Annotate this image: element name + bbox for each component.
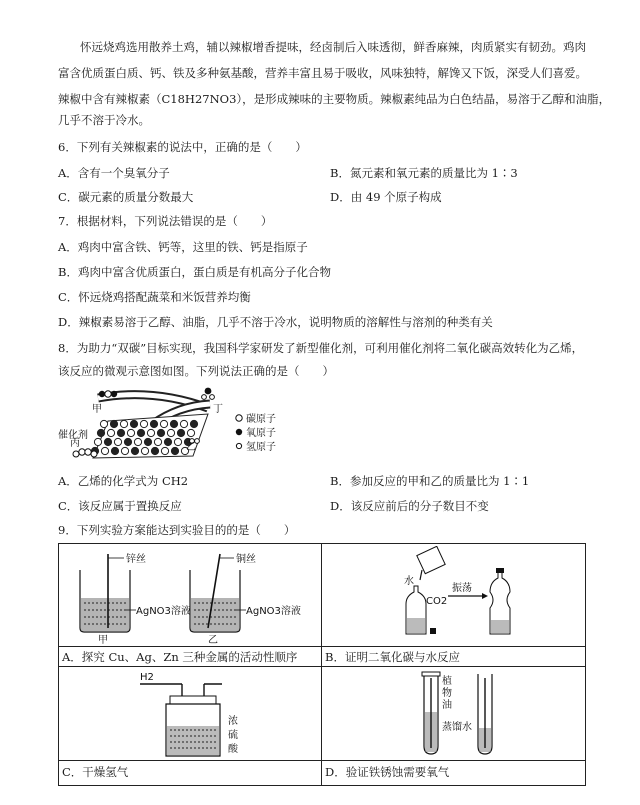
wire-zinc-label: 锌丝 [126,554,146,565]
solution-1-label: AgNO3溶液 [136,606,191,617]
beaker-yi-label: 乙 [208,635,218,644]
label-yi: 乙 [186,442,196,453]
beaker-jia-label: 甲 [98,635,108,644]
lattice-atom [134,438,141,445]
intro-line-4: 几乎不溶于冷水。 [58,113,150,127]
co2-bottle [406,586,426,634]
q8-stem-line-2: 该反应的微观示意图如图。下列说法正确的是（ ） [58,364,334,378]
q9-c-figure [130,668,310,760]
q7-option-b: B．鸡肉中富含优质蛋白，蛋白质是有机高分子化合物 [58,265,331,279]
lattice-atom [104,438,111,445]
lattice-atom [161,447,168,454]
q7-option-c: C．怀远烧鸡搭配蔬菜和米饭营养均衡 [58,290,251,304]
q6-option-a: A．含有一个臭氧分子 [58,166,170,180]
beaker-yi [190,554,246,632]
lattice-atom [151,447,158,454]
q9-a-figure [70,548,315,644]
lattice-atom [127,429,134,436]
q9-caption-a: A．探究 Cu、Ag、Zn 三种金属的活动性顺序 [62,650,298,664]
lattice-atom [114,438,121,445]
intro-line-3: 辣椒中含有辣椒素（C18H27NO3），是形成辣味的主要物质。辣椒素纯品为白色结晶，易溶于乙醇和油脂， [58,92,611,106]
table-divider-row-1 [58,646,586,647]
lattice-atom [180,420,187,427]
q9-caption-b: B．证明二氧化碳与水反应 [325,650,460,664]
oil-label-2: 物 [442,688,452,699]
q6-option-b: B．氮元素和氧元素的质量比为 1∶3 [330,166,518,180]
molecule-jia [99,391,117,397]
q6-option-d: D．由 49 个原子构成 [330,190,442,204]
lattice-atom [141,447,148,454]
lattice-atom [160,420,167,427]
q9-caption-c: C．干燥氢气 [62,765,129,779]
acid-label-1: 浓 [228,716,238,727]
lattice-atom [97,429,104,436]
lattice-atom [157,429,164,436]
lattice-atom [190,420,197,427]
q6-stem: 6．下列有关辣椒素的说法中，正确的是（ ） [58,140,307,154]
table-divider-vertical [321,543,322,786]
lattice-atom [177,429,184,436]
pouring-beaker [417,546,445,580]
lattice-atom [100,420,107,427]
q8-option-a: A．乙烯的化学式为 CH2 [58,474,189,488]
gas-washing-bottle [140,684,222,756]
lattice-atom [117,429,124,436]
lattice-atom [121,447,128,454]
lattice-atom [154,438,161,445]
legend-oxygen: 氧原子 [246,428,276,439]
legend-carbon: 碳原子 [246,414,276,425]
label-catalyst: 催化剂 [58,430,88,441]
lattice-atom [171,447,178,454]
lattice-atom [187,429,194,436]
test-tube-2 [478,674,492,754]
acid-label-3: 酸 [228,744,238,755]
lattice-atom [124,438,131,445]
q9-d-figure [410,668,520,760]
label-jia: 甲 [92,404,102,415]
q8-option-b: B．参加反应的甲和乙的质量比为 1∶1 [330,474,530,488]
acid-label-2: 硫 [228,730,238,741]
lattice-atom [170,420,177,427]
q7-option-a: A．鸡肉中富含铁、钙等，这里的铁、钙是指原子 [58,240,308,254]
q6-option-c: C．碳元素的质量分数最大 [58,190,194,204]
label-bing: 丙 [70,438,80,449]
lattice-atom [110,420,117,427]
legend [236,412,276,453]
q8-reaction-diagram [58,386,318,466]
q9-b-figure [390,546,540,642]
lattice-atom [147,429,154,436]
q8-option-c: C．该反应属于置换反应 [58,499,182,513]
q7-option-d: D．辣椒素易溶于乙醇、油脂，几乎不溶于冷水，说明物质的溶解性与溶剂的种类有关 [58,315,493,329]
lattice-atom [94,438,101,445]
q9-caption-d: D．验证铁锈蚀需要氧气 [325,765,450,779]
beaker-jia [80,554,136,632]
solution-2-label: AgNO3溶液 [246,606,301,617]
legend-hydrogen: 氢原子 [246,442,276,453]
oil-label-3: 油 [442,700,452,711]
arrow-head [482,593,488,599]
lattice-atom [130,420,137,427]
q8-option-d: D．该反应前后的分子数目不变 [330,499,489,513]
intro-line-2: 富含优质蛋白质、钙、铁及多种氨基酸，营养丰富且易于吸收，风味独特，解馋又下饭，深受人们喜爱。 [58,66,587,80]
table-divider-row-2 [58,760,586,761]
distilled-water-label: 蒸馏水 [442,722,472,733]
test-tube-1 [422,672,440,754]
stopper [430,628,436,634]
hydrogen-label: H2 [140,672,154,683]
lattice-atom [140,420,147,427]
molecule-ding [202,388,215,400]
lattice-atom [111,447,118,454]
water-label: 水 [404,576,414,587]
q7-stem: 7．根据材料，下列说法错误的是（ ） [58,214,273,228]
lattice-atom [144,438,151,445]
intro-line-1: 怀远烧鸡选用散养土鸡，辅以辣椒增香提味，经卤制后入味透彻，鲜香麻辣，肉质紧实有韧劲。鸡肉 [80,40,586,54]
lattice-atom [167,429,174,436]
q8-stem-line-1: 8．为助力“双碳”目标实现，我国科学家研发了新型催化剂，可利用催化剂将二氧化碳高效转化为乙烯， [58,341,584,355]
lattice-atom [107,429,114,436]
table-divider-caption-1 [58,666,586,667]
lattice-atom [137,429,144,436]
shake-label: 振荡 [452,583,472,594]
lattice-atom [150,420,157,427]
oil-label-1: 植 [442,676,452,687]
q9-stem: 9．下列实验方案能达到实验目的的是（ ） [58,523,296,537]
label-ding: 丁 [213,404,223,415]
lattice-atom [101,447,108,454]
wire-copper-label: 铜丝 [236,554,256,565]
lattice-atom [120,420,127,427]
lattice-atom [131,447,138,454]
co2-label: CO2 [426,596,448,607]
lattice-atom [164,438,171,445]
lattice-atom [174,438,181,445]
deformed-bottle [490,568,510,634]
